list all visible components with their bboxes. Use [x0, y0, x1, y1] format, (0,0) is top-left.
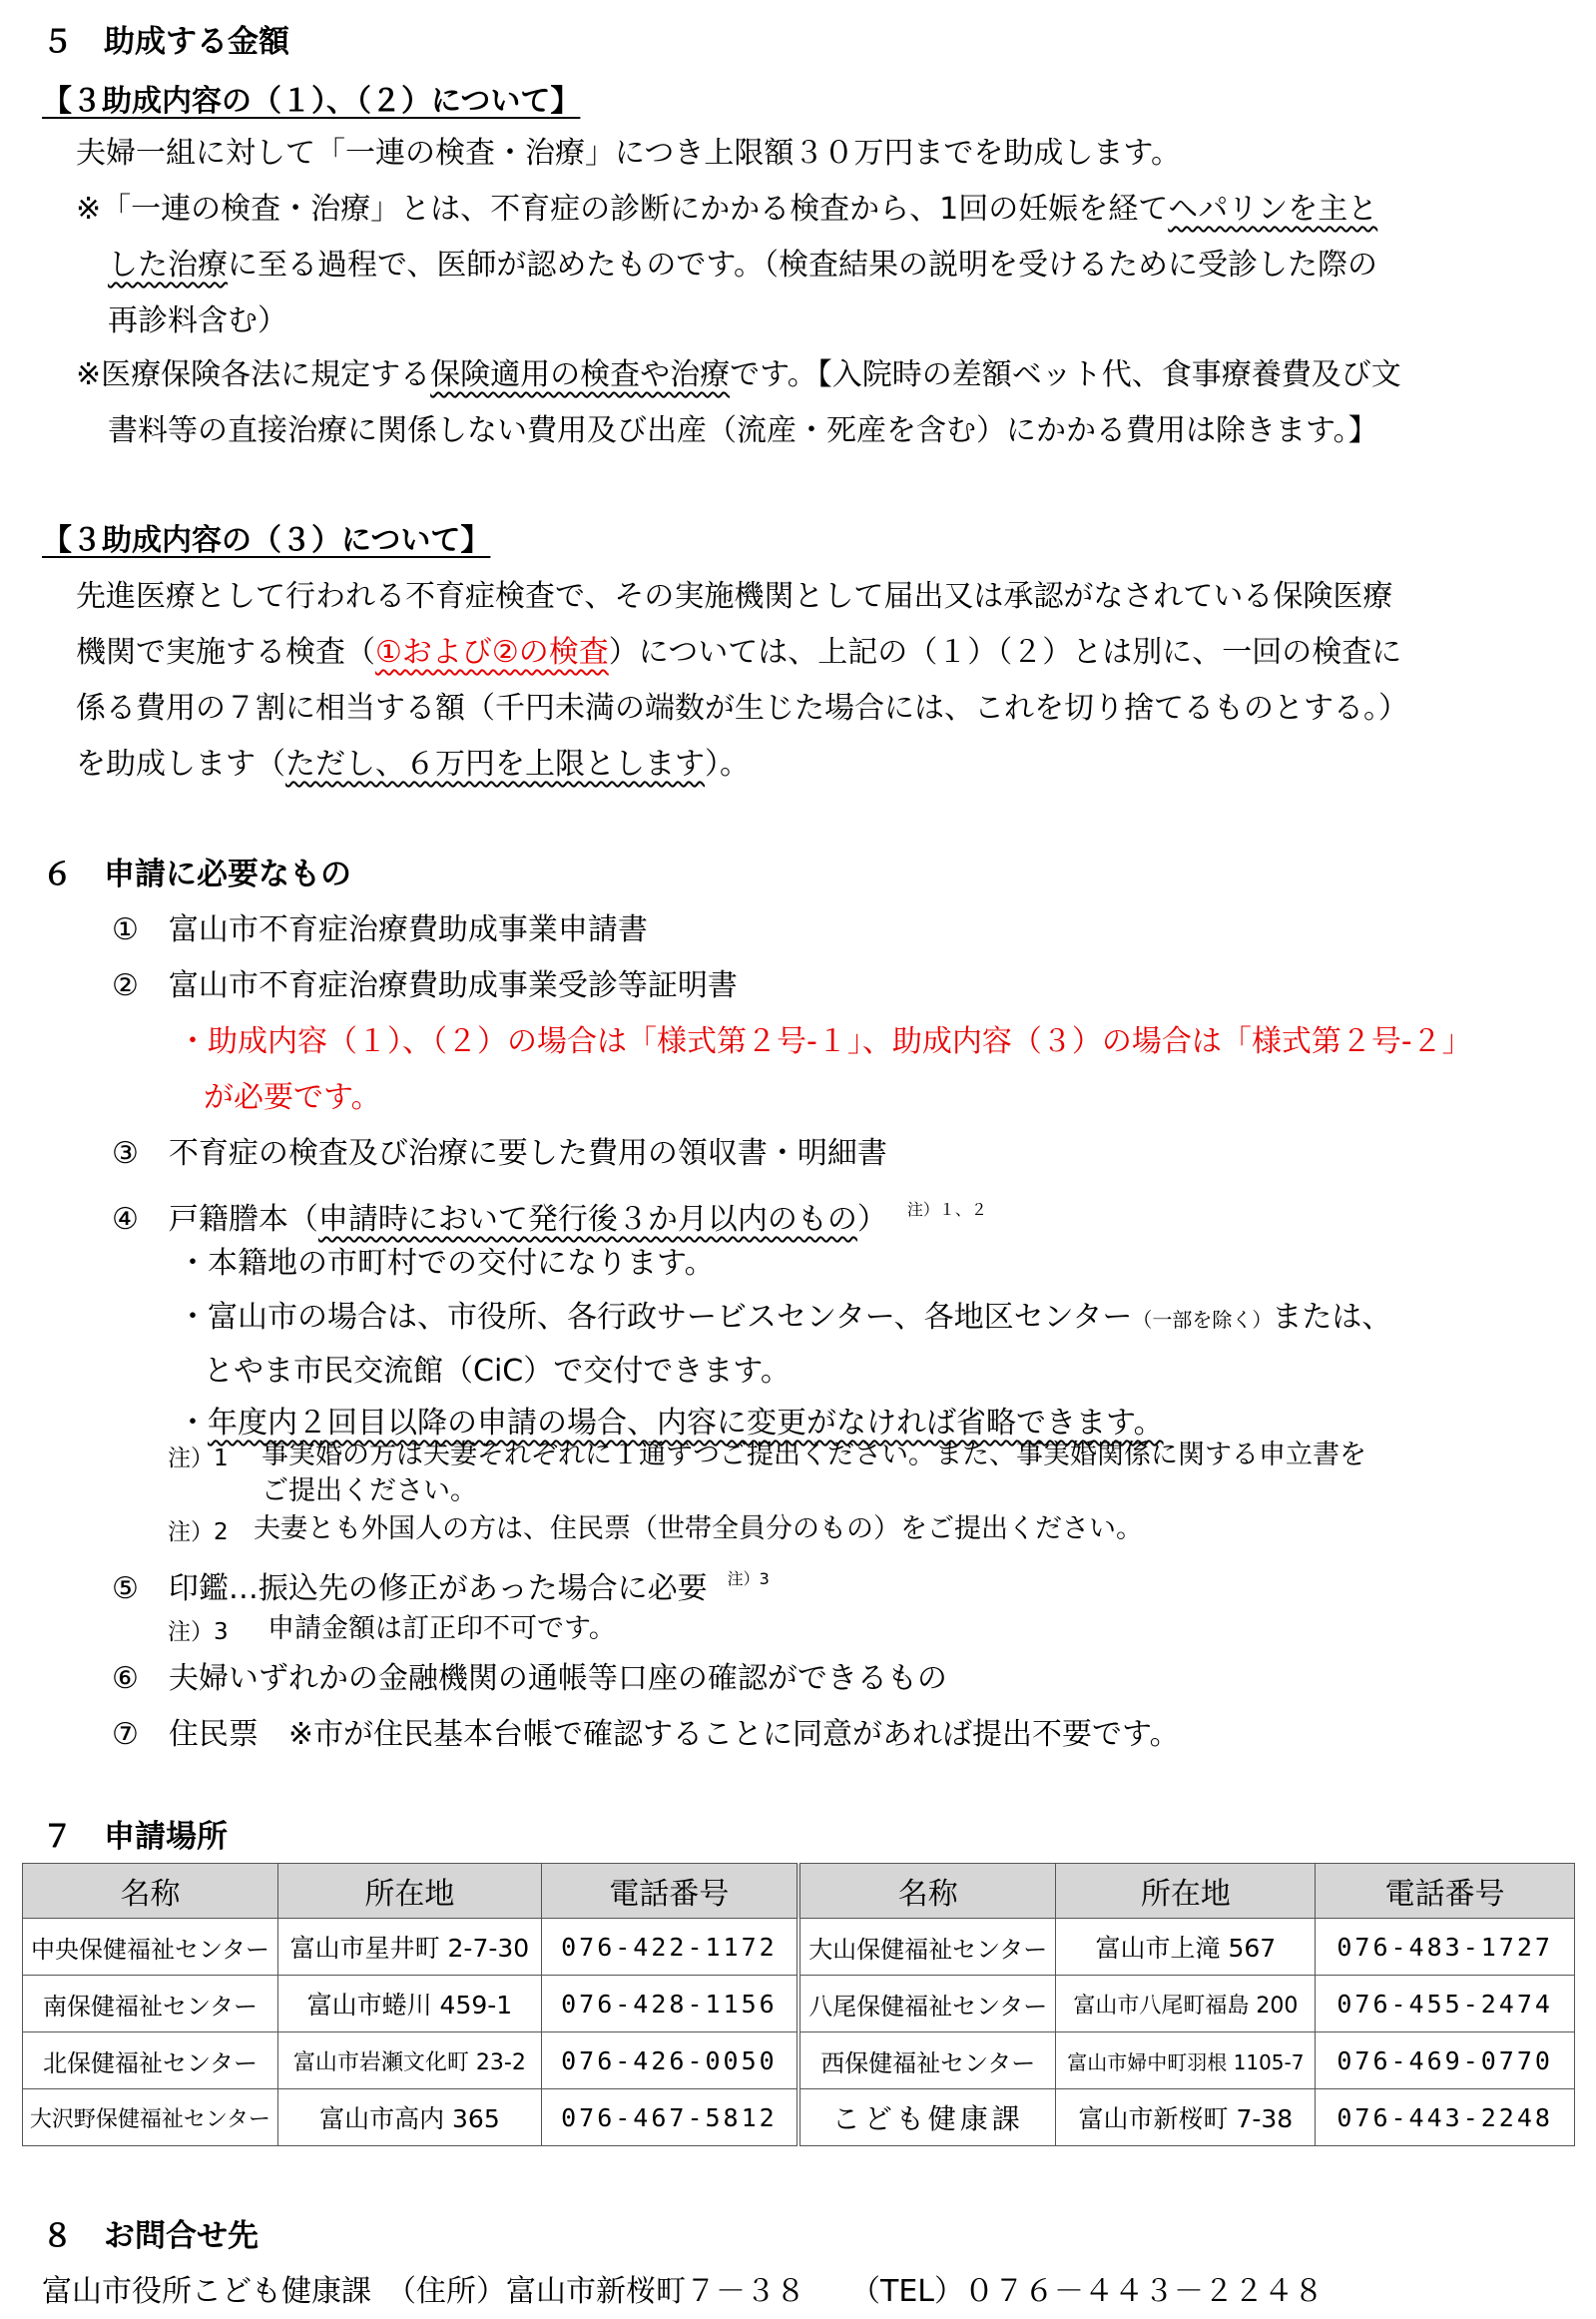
- table-header-row: [23, 1864, 1575, 1919]
- section-5-note-1-line-2: した治療に至る過程で、医師が認めたものです。（検査結果の説明を受けるために受診した際の: [108, 248, 1377, 283]
- required-item-4-bullet-2-cont: とやま市民交流館（CiC）で交付できます。: [204, 1354, 791, 1389]
- section-8-heading: ８ お問合せ先: [42, 2218, 259, 2254]
- table-row: [23, 1919, 1575, 1976]
- facility-name: 北保健福祉センター: [23, 2032, 278, 2089]
- section-5-note-2-line-2: 書料等の直接治療に関係しない費用及び出産（流産・死産を含む）にかかる費用は除きます。】: [108, 413, 1378, 448]
- required-item-2-note-line-2: が必要です。: [204, 1080, 381, 1115]
- section-6-heading: ６ 申請に必要なもの: [42, 857, 351, 892]
- facility-phone: 076-443-2248: [1316, 2089, 1575, 2146]
- facility-name: 西保健福祉センター: [798, 2032, 1056, 2089]
- facility-address: 富山市星井町 2-7-30: [277, 1919, 541, 1976]
- note-3-text: 申請金額は訂正印不可です。: [267, 1613, 616, 1644]
- facility-address: 富山市新桜町 7-38: [1056, 2089, 1316, 2146]
- table-header-cell: 所在地: [1056, 1864, 1316, 1919]
- table-row: [23, 2089, 1575, 2146]
- table-header-cell: 名称: [798, 1864, 1056, 1919]
- facility-phone: 076-483-1727: [1316, 1919, 1575, 1976]
- facility-phone: 076-422-1172: [541, 1919, 798, 1976]
- section-5-subheading-2: 【３助成内容の（３）について】: [42, 523, 491, 558]
- required-item-7: ⑦ 住民票 ※市が住民基本台帳で確認することに同意があれば提出不要です。: [112, 1717, 1180, 1752]
- table-header-cell: 電話番号: [541, 1864, 798, 1919]
- section-7-heading: ７ 申請場所: [42, 1819, 228, 1855]
- section-5-note-1-line-3: 再診料含む）: [108, 303, 287, 338]
- contact-line: 富山市役所こども健康課 （住所）富山市新桜町７－３８ （TEL）０７６－４４３－２２４８: [42, 2274, 1324, 2309]
- section-5-note-1-line-1: ※「一連の検査・治療」とは、不育症の診断にかかる検査から、1回の妊娠を経てヘパリンを主と: [76, 192, 1378, 227]
- required-item-4: ④ 戸籍謄本（申請時において発行後３か月以内のもの） $^{注)1、2}$: [112, 1200, 987, 1237]
- section-5-heading: ５ 助成する金額: [42, 24, 289, 60]
- facility-phone: 076-426-0050: [541, 2032, 798, 2089]
- facility-name: 南保健福祉センター: [23, 1976, 278, 2032]
- facility-name: 中央保健福祉センター: [23, 1919, 278, 1976]
- table-row: [23, 2032, 1575, 2089]
- section-5-paragraph-1: 夫婦一組に対して「一連の検査・治療」につき上限額３０万円までを助成します。: [76, 136, 1181, 171]
- facility-address: 富山市上滝 567: [1056, 1919, 1316, 1976]
- table-row: [23, 1976, 1575, 2032]
- note-1-line-1: 事実婚の方は夫妻それぞれに１通ずつご提出ください。また、事実婚関係に関する申立書を: [262, 1440, 1366, 1470]
- facility-address: 富山市蜷川 459-1: [277, 1976, 541, 2032]
- facility-name: 八尾保健福祉センター: [798, 1976, 1056, 2032]
- required-item-4-bullet-1: ・本籍地の市町村での交付になります。: [178, 1246, 715, 1281]
- table-header-cell: 所在地: [277, 1864, 541, 1919]
- required-item-6: ⑥ 夫婦いずれかの金融機関の通帳等口座の確認ができるもの: [112, 1661, 947, 1696]
- facility-phone: 076-455-2474: [1316, 1976, 1575, 2032]
- section-5-paragraph-2-line-2: 機関で実施する検査（①および②の検査）については、上記の（１）（２）とは別に、一回の検査に: [76, 635, 1402, 670]
- facility-address: 富山市岩瀬文化町 23-2: [277, 2032, 541, 2089]
- facility-phone: 076-467-5812: [541, 2089, 798, 2146]
- note-2-label: 注）2: [168, 1519, 229, 1545]
- note-1-line-2: ご提出ください。: [262, 1475, 477, 1506]
- required-item-4-bullet-3: ・年度内２回目以降の申請の場合、内容に変更がなければ省略できます。: [178, 1406, 1164, 1441]
- required-item-4-bullet-2: ・富山市の場合は、市役所、各行政サービスセンター、各地区センター（一部を除く）または、: [178, 1300, 1392, 1335]
- section-5-paragraph-2-line-3: 係る費用の７割に相当する額（千円未満の端数が生じた場合には、これを切り捨てるものとする。）: [76, 691, 1408, 726]
- section-5-paragraph-2-line-4: を助成します（ただし、６万円を上限とします）。: [76, 747, 750, 782]
- required-item-2-note-line-1: ・助成内容（１）、（２）の場合は「様式第２号-１」、助成内容（３）の場合は「様式第２号-２」: [178, 1024, 1472, 1059]
- table-header-cell: 名称: [23, 1864, 278, 1919]
- required-item-2: ② 富山市不育症治療費助成事業受診等証明書: [112, 968, 738, 1003]
- section-5-note-2-line-1: ※医療保険各法に規定する保険適用の検査や治療です。【入院時の差額ベット代、食事療養費及び文: [76, 357, 1401, 392]
- facility-address: 富山市八尾町福島 200: [1056, 1976, 1316, 2032]
- facility-address: 富山市高内 365: [277, 2089, 541, 2146]
- note-1-label: 注）1: [168, 1446, 229, 1471]
- required-item-3: ③ 不育症の検査及び治療に要した費用の領収書・明細書: [112, 1136, 887, 1171]
- facility-address: 富山市婦中町羽根 1105-7: [1056, 2032, 1316, 2089]
- required-item-1: ① 富山市不育症治療費助成事業申請書: [112, 912, 648, 947]
- table-header-cell: 電話番号: [1316, 1864, 1575, 1919]
- facility-name: こども健康課: [798, 2089, 1056, 2146]
- section-5-paragraph-2-line-1: 先進医療として行われる不育症検査で、その実施機関として届出又は承認がなされている保険医療: [76, 579, 1393, 614]
- application-places-table: [22, 1863, 1575, 2146]
- note-2-text: 夫妻とも外国人の方は、住民票（世帯全員分のもの）をご提出ください。: [254, 1513, 1143, 1544]
- note-3-label: 注）3: [168, 1619, 229, 1645]
- facility-phone: 076-428-1156: [541, 1976, 798, 2032]
- facility-name: 大山保健福祉センター: [798, 1919, 1056, 1976]
- facility-name: 大沢野保健福祉センター: [23, 2089, 278, 2146]
- section-5-subheading-1: 【３助成内容の（１）、（２）について】: [42, 84, 581, 119]
- required-item-5: ⑤ 印鑑…振込先の修正があった場合に必要 $^{注)3}$: [112, 1569, 770, 1606]
- facility-phone: 076-469-0770: [1316, 2032, 1575, 2089]
